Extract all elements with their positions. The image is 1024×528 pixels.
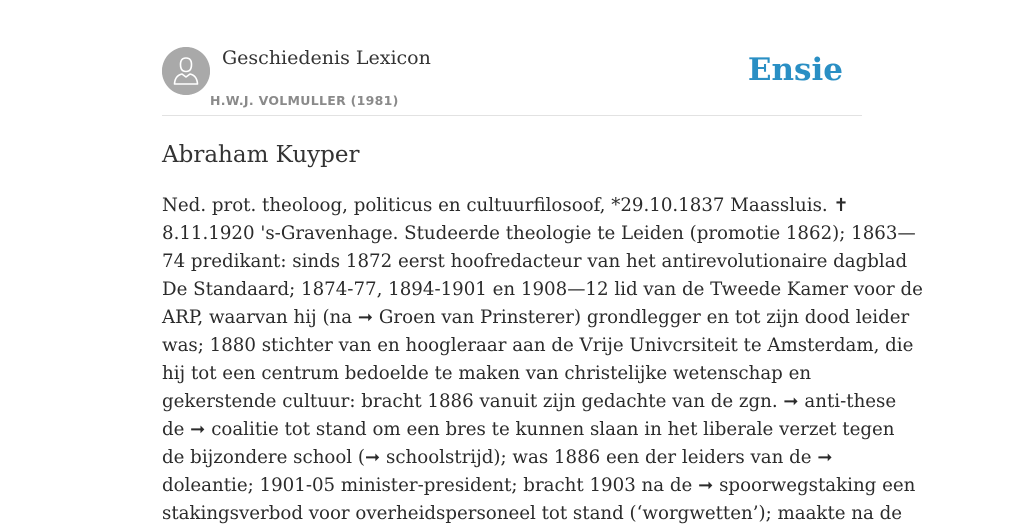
source-title[interactable]: Geschiedenis Lexicon	[222, 47, 431, 69]
entry-title: Abraham Kuyper	[162, 142, 360, 168]
entry-line: 8.11.1920 's-Gravenhage. Studeerde theologie te Leiden (promotie 1862); 1863—	[162, 223, 916, 244]
entry-line: was; 1880 stichter van en hoogleraar aan de Vrije Univcrsiteit te Amsterdam, die	[162, 335, 914, 356]
entry-line: hij tot een centrum bedoelde te maken van christelijke wetenschap en	[162, 363, 812, 384]
entry-line: Ned. prot. theoloog, politicus en cultuurfilosoof, *29.10.1837 Maassluis. ✝	[162, 195, 849, 216]
entry-line: De Standaard; 1874-77, 1894-1901 en 1908—12 lid van de Tweede Kamer voor de	[162, 279, 923, 300]
entry-line: gekerstende cultuur: bracht 1886 vanuit zijn gedachte van de zgn. ➞ anti-these	[162, 391, 897, 412]
entry-line: de bijzondere school (➞ schoolstrijd); was 1886 een der leiders van de ➞	[162, 447, 833, 468]
source-header	[162, 46, 862, 116]
brand-logo[interactable]: Ensie	[747, 52, 843, 88]
entry-line: doleantie; 1901-05 minister-president; bracht 1903 na de ➞ spoorwegstaking een	[162, 475, 916, 496]
entry-line: de ➞ coalitie tot stand om een bres te kunnen slaan in het liberale verzet tegen	[162, 419, 895, 440]
entry-line: ARP, waarvan hij (na ➞ Groen van Prinsterer) grondlegger en tot zijn dood leider	[162, 307, 910, 328]
entry-line: 74 predikant: sinds 1872 eerst hoofredacteur van het antirevolutionaire dagblad	[162, 251, 908, 272]
entry-line: stakingsverbod voor overheidspersoneel tot stand (‘worgwetten’); maakte na de	[162, 503, 903, 524]
entry-body	[162, 192, 923, 528]
source-author: H.W.J. VOLMULLER (1981)	[210, 93, 399, 108]
user-silhouette-icon[interactable]	[162, 47, 210, 95]
